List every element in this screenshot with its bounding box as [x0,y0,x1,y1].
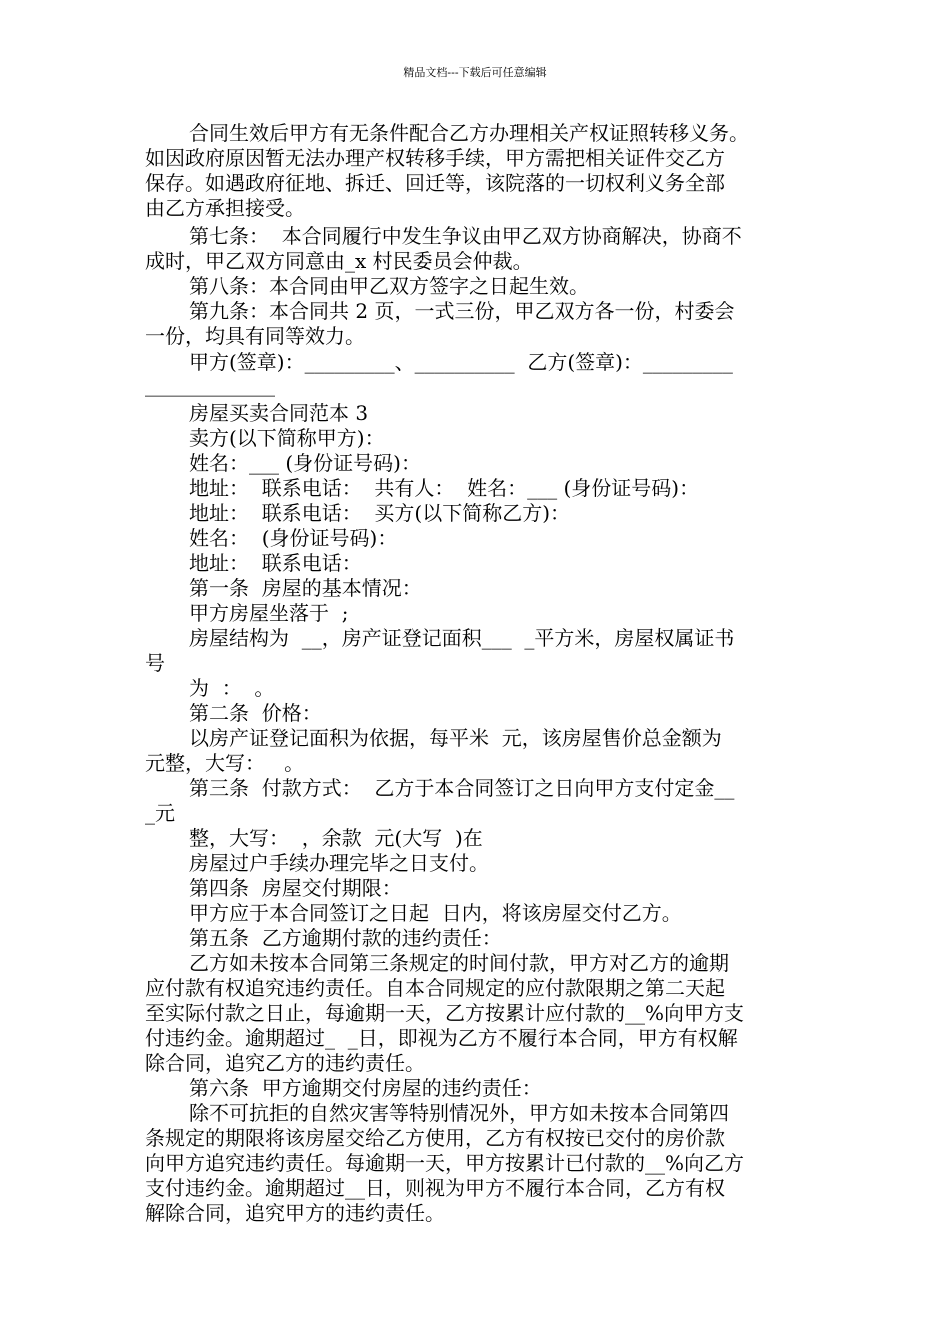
text-line: 至实际付款之日止，每逾期一天，乙方按累计应付款的__%向甲方支 [145,1001,745,1025]
text-line: 地址： 联系电话： [189,551,362,575]
text-line: 一份，均具有同等效力。 [145,324,365,348]
text-line: 解除合同，追究甲方的违约责任。 [145,1201,445,1225]
text-line: 应付款有权追究违约责任。自本合同规定的应付款限期之第二天起 [145,976,725,1000]
text-line: 以房产证登记面积为依据，每平米 元，该房屋售价总金额为 [189,726,722,750]
text-line: 第二条 价格： [189,701,322,725]
text-line: 第九条：本合同共 2 页，一式三份，甲乙双方各一份，村委会 [189,299,735,323]
text-line: 成时，甲乙双方同意由_x 村民委员会仲裁。 [145,249,533,273]
text-line: 由乙方承担接受。 [145,196,305,220]
text-line: 付违约金。逾期超过_ _日，即视为乙方不履行本合同，甲方有权解 [145,1026,738,1050]
text-line: 地址： 联系电话： 共有人： 姓名：___ (身份证号码)： [189,476,700,500]
text-line: 整，大写： ，余款 元(大写 )在 [189,826,483,850]
page-header: 精品文档---下载后可任意编辑 [403,66,547,79]
text-line: 卖方(以下简称甲方)： [189,426,385,450]
text-line: 号 [145,651,165,675]
text-line: 甲方房屋坐落于 ; [189,601,349,625]
text-line: 第七条： 本合同履行中发生争议由甲乙双方协商解决，协商不 [189,224,742,248]
text-line: 除不可抗拒的自然灾害等特别情况外，甲方如未按本合同第四 [189,1101,729,1125]
text-line: 元整，大写： 。 [145,751,305,775]
text-line: 房屋结构为 __，房产证登记面积___ _平方米，房屋权属证书 [189,626,735,650]
section-title: 房屋买卖合同范本 3 [189,401,369,425]
text-line: 第八条：本合同由甲乙双方签字之日起生效。 [189,274,589,298]
text-line: 第五条 乙方逾期付款的违约责任： [189,926,502,950]
text-line: _元 [145,801,175,825]
text-line: 第四条 房屋交付期限： [189,876,402,900]
signature-line: 甲方(签章)：_________、__________ 乙方(签章)：_________ [189,350,733,374]
text-line: 向甲方追究违约责任。每逾期一天，甲方按累计已付款的__%向乙方 [145,1151,745,1175]
text-line: 第一条 房屋的基本情况： [189,576,422,600]
text-line: 为 ： 。 [189,676,275,700]
text-line: 乙方如未按本合同第三条规定的时间付款，甲方对乙方的逾期 [189,951,729,975]
text-line: 如因政府原因暂无法办理产权转移手续，甲方需把相关证件交乙方 [145,146,725,170]
text-line: 地址： 联系电话： 买方(以下简称乙方)： [189,501,571,525]
text-line: 支付违约金。逾期超过__日，则视为甲方不履行本合同，乙方有权 [145,1176,725,1200]
text-line: 第三条 付款方式： 乙方于本合同签订之日向甲方支付定金__ [189,776,735,800]
text-line: 除合同，追究乙方的违约责任。 [145,1051,425,1075]
text-line: 合同生效后甲方有无条件配合乙方办理相关产权证照转移义务。 [189,121,749,145]
text-line: 甲方应于本合同签订之日起 日内，将该房屋交付乙方。 [189,901,682,925]
text-line: 条规定的期限将该房屋交给乙方使用，乙方有权按已交付的房价款 [145,1126,725,1150]
text-line: 第六条 甲方逾期交付房屋的违约责任： [189,1076,542,1100]
signature-line: _____________ [145,373,275,397]
text-line: 姓名： (身份证号码)： [189,526,398,550]
text-line: 姓名：___ (身份证号码)： [189,451,421,475]
text-line: 保存。如遇政府征地、拆迁、回迁等，该院落的一切权利义务全部 [145,171,725,195]
text-line: 房屋过户手续办理完毕之日支付。 [189,851,489,875]
